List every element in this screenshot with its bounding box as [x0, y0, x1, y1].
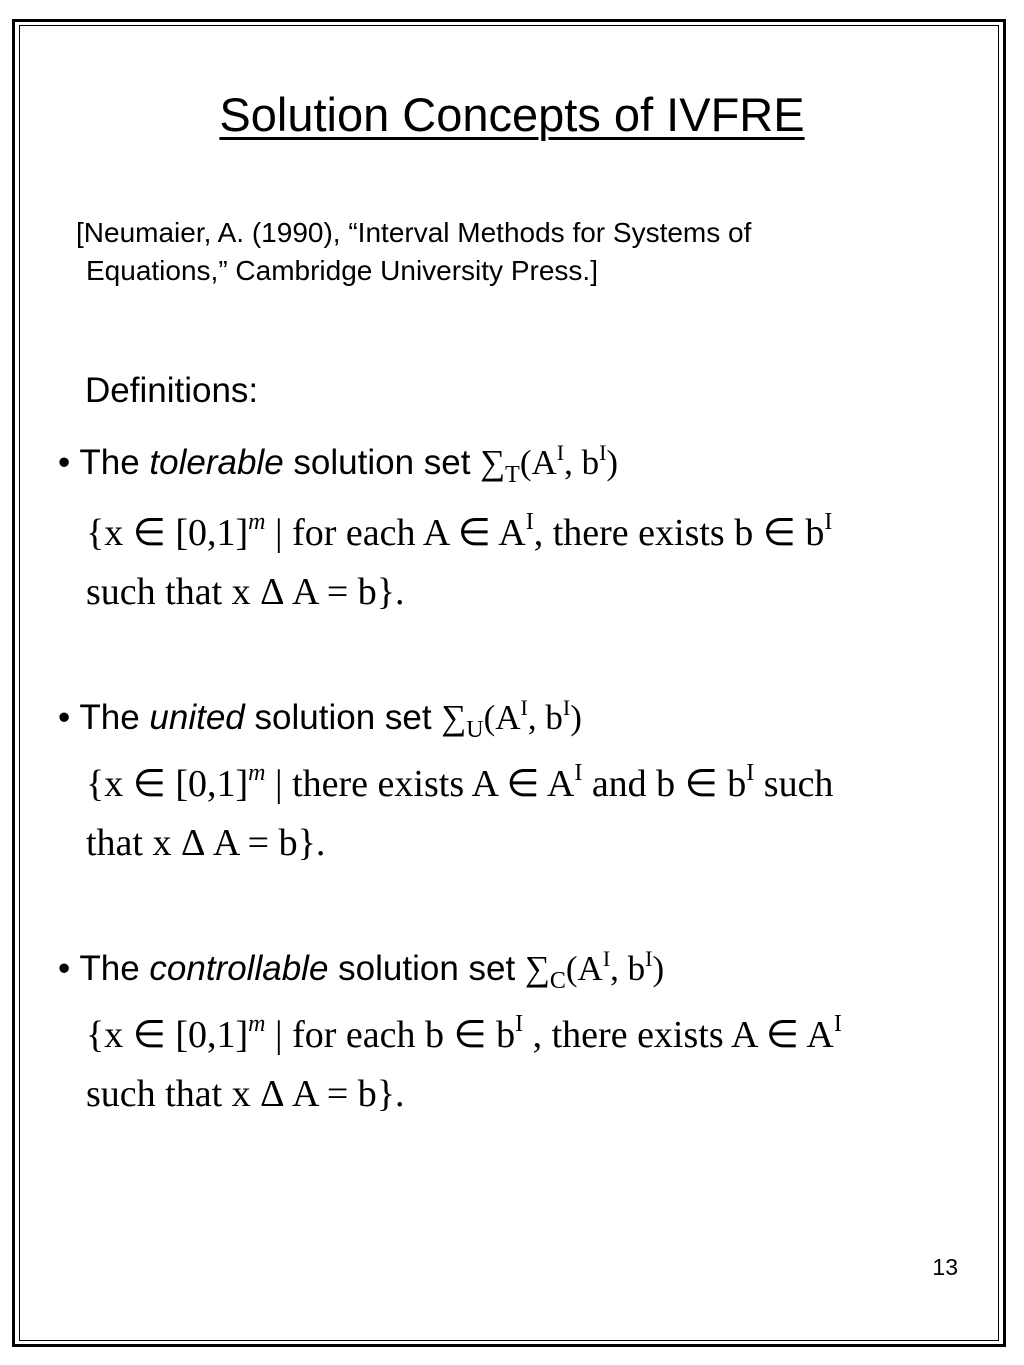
slide-title: [0, 88, 1024, 142]
formula-controllable: [86, 1008, 986, 1121]
citation-line-2: Equations,” Cambridge University Press.]: [86, 255, 598, 286]
formula-line-1: [86, 757, 986, 816]
superscript-interval: I: [746, 760, 755, 786]
args-mid: , b: [564, 443, 600, 482]
args-open: (A: [483, 698, 521, 737]
formula-line-1: [86, 506, 986, 565]
formula-text: | for each b ∈ b: [265, 1014, 516, 1056]
formula-text: that x Δ A = b}.: [86, 822, 326, 864]
bullet-suffix: solution set: [338, 949, 516, 988]
sup-b: I: [599, 440, 607, 465]
bullet-prefix: The: [79, 698, 140, 737]
citation-line-1: [Neumaier, A. (1990), “Interval Methods for Systems of: [76, 217, 752, 248]
bullet-marker: •: [58, 443, 71, 482]
bullet-tolerable: [58, 440, 619, 488]
bullet-controllable: [58, 946, 665, 994]
superscript-interval: I: [574, 760, 583, 786]
args-close: ): [570, 698, 582, 737]
bullet-emphasis: controllable: [149, 949, 329, 988]
formula-line-2: [86, 1067, 986, 1121]
bullet-marker: •: [58, 698, 71, 737]
formula-text: | for each A ∈ A: [265, 512, 526, 554]
bullet-prefix: The: [79, 949, 140, 988]
formula-line-2: [86, 565, 986, 619]
formula-text: such that x Δ A = b}.: [86, 1073, 405, 1115]
sup-a: I: [556, 440, 565, 465]
superscript-interval: I: [824, 509, 833, 535]
bullet-suffix: solution set: [293, 443, 471, 482]
sup-a: I: [602, 946, 611, 971]
formula-line-2: [86, 816, 986, 870]
args-mid: , b: [527, 698, 563, 737]
bullet-united: [58, 695, 582, 743]
sup-a: I: [520, 695, 528, 720]
exponent-m: m: [248, 509, 266, 535]
slide-title-text: Solution Concepts of IVFRE: [219, 88, 805, 141]
formula-text: {x ∈ [0,1]: [86, 1014, 249, 1056]
bullet-emphasis: tolerable: [149, 443, 284, 482]
bullet-marker: •: [58, 949, 71, 988]
formula-text: , there exists A ∈ A: [523, 1014, 834, 1056]
superscript-interval: I: [525, 509, 534, 535]
formula-tolerable: [86, 506, 986, 619]
bullet-prefix: The: [79, 443, 140, 482]
formula-text: such: [754, 763, 834, 805]
sum-subscript: T: [505, 462, 520, 488]
sum-subscript: C: [549, 968, 566, 994]
formula-text: , there exists b ∈ b: [533, 512, 825, 554]
sup-b: I: [562, 695, 571, 720]
formula-text: {x ∈ [0,1]: [86, 512, 249, 554]
bullet-emphasis: united: [149, 698, 245, 737]
sum-subscript: U: [466, 717, 484, 743]
formula-text: and b ∈ b: [582, 763, 747, 805]
bullet-suffix: solution set: [254, 698, 432, 737]
sum-symbol: ∑: [524, 949, 550, 988]
sup-b: I: [645, 946, 653, 971]
exponent-m: m: [248, 760, 266, 786]
formula-text: | there exists A ∈ A: [265, 763, 575, 805]
superscript-interval: I: [833, 1011, 842, 1037]
sum-symbol: ∑: [441, 698, 467, 737]
definitions-heading: Definitions:: [85, 371, 259, 410]
formula-text: such that x Δ A = b}.: [86, 571, 405, 613]
formula-text: {x ∈ [0,1]: [86, 763, 249, 805]
sum-symbol: ∑: [480, 443, 506, 482]
args-close: ): [652, 949, 665, 988]
citation: [76, 214, 956, 290]
formula-united: [86, 757, 986, 870]
args-close: ): [606, 443, 619, 482]
args-open: (A: [565, 949, 603, 988]
superscript-interval: I: [515, 1011, 524, 1037]
formula-line-1: [86, 1008, 986, 1067]
args-mid: , b: [610, 949, 646, 988]
exponent-m: m: [248, 1011, 266, 1037]
page-number: 13: [932, 1254, 958, 1280]
args-open: (A: [519, 443, 557, 482]
